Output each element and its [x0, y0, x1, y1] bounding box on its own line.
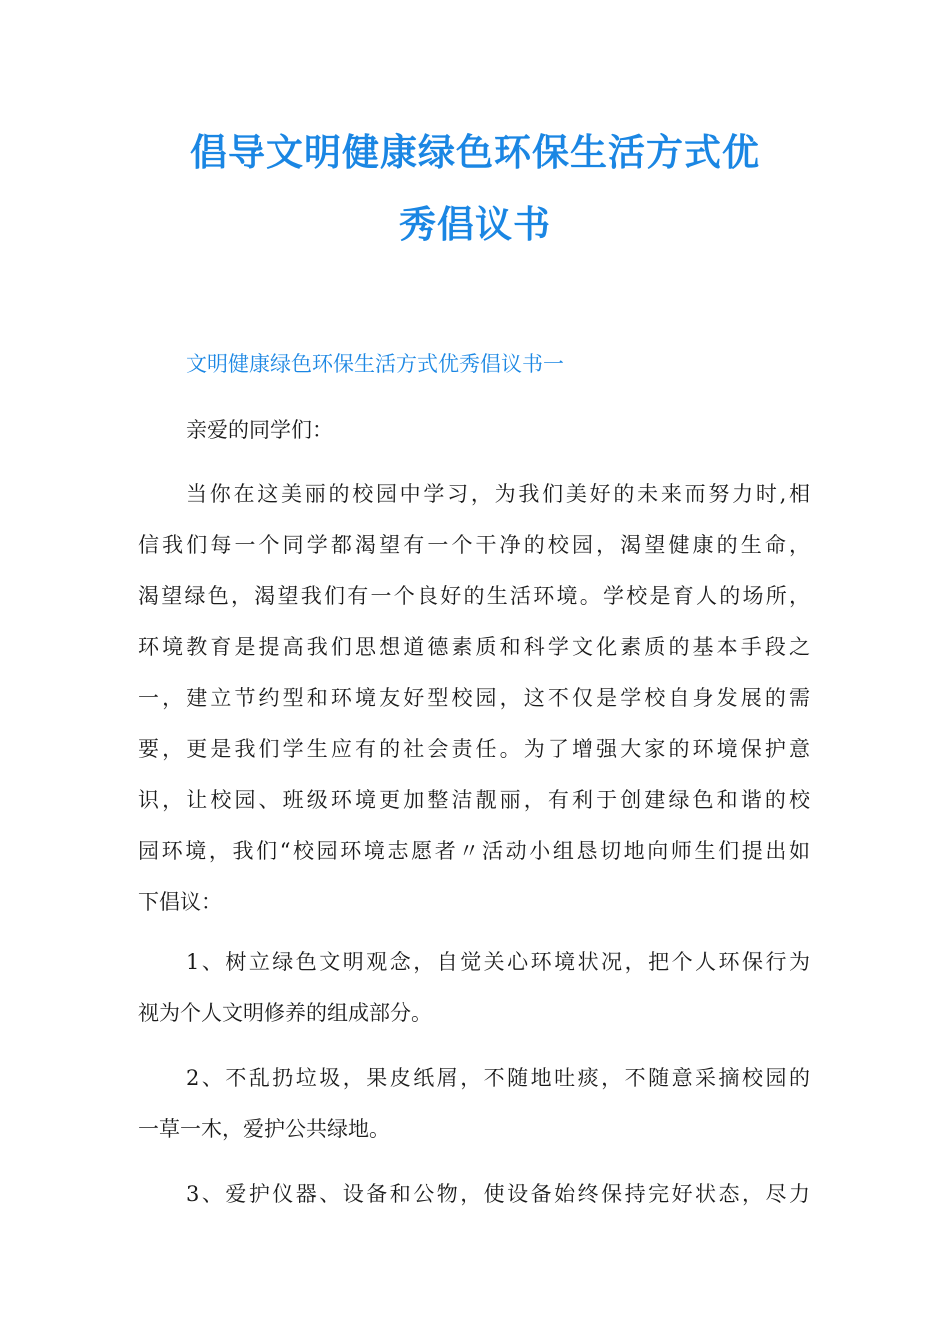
paragraph-line: 信我们每一个同学都渴望有一个干净的校园，渴望健康的生命， [138, 533, 810, 557]
proposal-item-3 [138, 1169, 810, 1220]
paragraph-line: 一草一木，爱护公共绿地。 [138, 1117, 390, 1141]
paragraph-line: 下倡议： [138, 890, 222, 914]
paragraph-line: 3、爱护仪器、设备和公物，使设备始终保持完好状态，尽力 [186, 1182, 810, 1206]
document-subtitle: 文明健康绿色环保生活方式优秀倡议书一 [186, 352, 564, 376]
paragraph-line: 2、不乱扔垃圾，果皮纸屑，不随地吐痰，不随意采摘校园的 [186, 1066, 810, 1090]
paragraph-line: 园环境，我们“校园环境志愿者〃活动小组恳切地向师生们提出如 [138, 839, 810, 863]
proposal-item-1 [138, 937, 810, 1039]
paragraph-line: 识，让校园、班级环境更加整洁靓丽，有利于创建绿色和谐的校 [138, 788, 810, 812]
document-title-line-2: 秀倡议书 [399, 203, 551, 246]
paragraph-line: 视为个人文明修养的组成部分。 [138, 1001, 432, 1025]
paragraph-line: 环境教育是提高我们思想道德素质和科学文化素质的基本手段之 [138, 635, 810, 659]
greeting: 亲爱的同学们： [186, 418, 333, 442]
paragraph-line: 一，建立节约型和环境友好型校园，这不仅是学校自身发展的需 [138, 686, 810, 710]
paragraph-line: 1、树立绿色文明观念，自觉关心环境状况，把个人环保行为 [186, 950, 810, 974]
document-title-line-1: 倡导文明健康绿色环保生活方式优 [190, 131, 760, 174]
proposal-item-2 [138, 1053, 810, 1155]
paragraph-line: 要，更是我们学生应有的社会责任。为了增强大家的环境保护意 [138, 737, 810, 761]
intro-paragraph [138, 469, 810, 928]
paragraph-line: 当你在这美丽的校园中学习，为我们美好的未来而努力时,相 [186, 482, 810, 506]
paragraph-line: 渴望绿色，渴望我们有一个良好的生活环境。学校是育人的场所， [138, 584, 810, 608]
